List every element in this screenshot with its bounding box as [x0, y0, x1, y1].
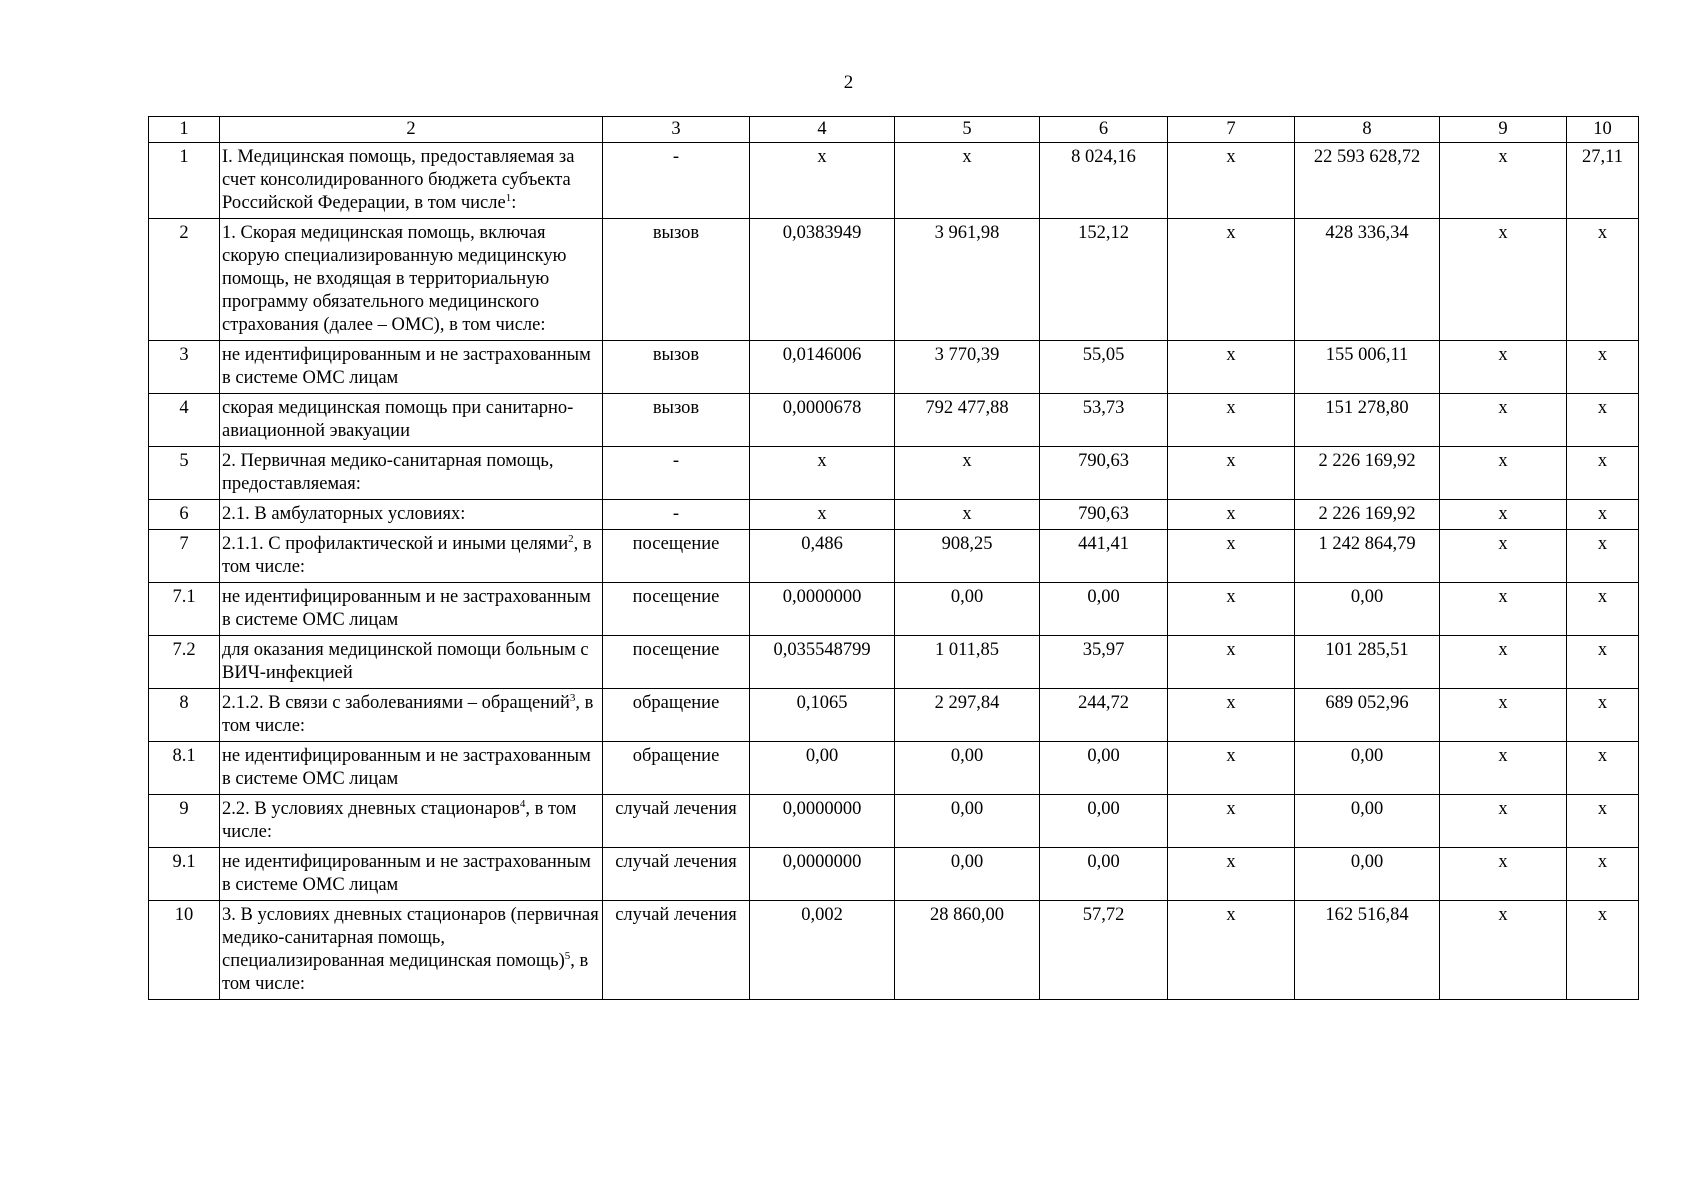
cost-norm-cell: 2 297,84	[895, 689, 1040, 742]
indicator-name-suffix: , в том числе:	[222, 534, 592, 577]
row-number-cell: 8.1	[149, 742, 220, 795]
share-percent-cell: х	[1567, 530, 1639, 583]
row-number-cell: 1	[149, 143, 220, 219]
volume-norm-cell: 0,00	[750, 742, 895, 795]
share-percent-cell: х	[1567, 848, 1639, 901]
oms-total-cell: х	[1440, 742, 1567, 795]
per-capita-budget-cell: 0,00	[1040, 583, 1168, 636]
table-row	[149, 583, 1639, 636]
unit-cell: посещение	[603, 636, 750, 689]
oms-total-cell: х	[1440, 447, 1567, 500]
table-row	[149, 219, 1639, 341]
per-capita-oms-cell: х	[1168, 795, 1295, 848]
share-percent-cell: х	[1567, 795, 1639, 848]
indicator-name-cell	[220, 143, 603, 219]
indicator-name-text: 1. Скорая медицинская помощь, включая скорую специализированную медицинскую помощь, не входящая в территориальную программу обязательного медицинского страхования (далее – ОМС), в том числе:	[222, 223, 567, 335]
oms-total-cell: х	[1440, 530, 1567, 583]
per-capita-budget-cell: 0,00	[1040, 742, 1168, 795]
indicator-name-suffix: , в том числе:	[222, 693, 594, 736]
volume-norm-cell: 0,0000000	[750, 583, 895, 636]
per-capita-oms-cell: х	[1168, 636, 1295, 689]
table-row	[149, 795, 1639, 848]
row-number-cell: 2	[149, 219, 220, 341]
table-row	[149, 394, 1639, 447]
per-capita-budget-cell: 790,63	[1040, 447, 1168, 500]
share-percent-cell: х	[1567, 689, 1639, 742]
column-number-header-row	[149, 117, 1639, 143]
table-row	[149, 447, 1639, 500]
indicator-name-cell	[220, 636, 603, 689]
indicator-name-text: 3. В условиях дневных стационаров (первичная медико-санитарная помощь, специализированная медицинская помощь)	[222, 905, 599, 971]
cost-norm-cell: 3 961,98	[895, 219, 1040, 341]
share-percent-cell: х	[1567, 447, 1639, 500]
indicator-name-text: 2.1.1. С профилактической и иными целями	[222, 534, 569, 554]
indicator-name-cell	[220, 795, 603, 848]
per-capita-budget-cell: 55,05	[1040, 341, 1168, 394]
share-percent-cell: х	[1567, 219, 1639, 341]
per-capita-oms-cell: х	[1168, 901, 1295, 1000]
column-header: 10	[1567, 117, 1639, 143]
row-number-cell: 6	[149, 500, 220, 530]
oms-total-cell: х	[1440, 848, 1567, 901]
indicator-name-text: I. Медицинская помощь, предоставляемая за счет консолидированного бюджета субъекта Российской Федерации, в том числе	[222, 147, 575, 213]
indicator-name-cell	[220, 500, 603, 530]
indicator-name-text: 2.1. В амбулаторных условиях:	[222, 504, 466, 524]
volume-norm-cell: 0,035548799	[750, 636, 895, 689]
unit-cell: обращение	[603, 742, 750, 795]
indicator-name-cell	[220, 901, 603, 1000]
share-percent-cell: х	[1567, 583, 1639, 636]
indicator-name-cell	[220, 219, 603, 341]
unit-cell: -	[603, 500, 750, 530]
oms-total-cell: х	[1440, 394, 1567, 447]
share-percent-cell: х	[1567, 341, 1639, 394]
cost-norm-cell: 28 860,00	[895, 901, 1040, 1000]
column-header: 2	[220, 117, 603, 143]
row-number-cell: 8	[149, 689, 220, 742]
indicator-name-text: 2.1.2. В связи с заболеваниями – обращений	[222, 693, 570, 713]
per-capita-budget-cell: 244,72	[1040, 689, 1168, 742]
column-header: 8	[1295, 117, 1440, 143]
per-capita-oms-cell: х	[1168, 583, 1295, 636]
per-capita-budget-cell: 0,00	[1040, 795, 1168, 848]
volume-norm-cell: 0,0000678	[750, 394, 895, 447]
footnote-marker: 4	[519, 798, 526, 810]
footnote-marker: 5	[564, 950, 571, 962]
oms-total-cell: х	[1440, 636, 1567, 689]
column-header: 9	[1440, 117, 1567, 143]
volume-norm-cell: 0,002	[750, 901, 895, 1000]
unit-cell: вызов	[603, 219, 750, 341]
volume-norm-cell: х	[750, 447, 895, 500]
indicator-name-text: скорая медицинская помощь при санитарно-авиационной эвакуации	[222, 398, 574, 441]
indicator-name-cell	[220, 341, 603, 394]
unit-cell: посещение	[603, 530, 750, 583]
volume-norm-cell: х	[750, 500, 895, 530]
budget-total-cell: 428 336,34	[1295, 219, 1440, 341]
oms-total-cell: х	[1440, 500, 1567, 530]
cost-norm-cell: 908,25	[895, 530, 1040, 583]
budget-total-cell: 22 593 628,72	[1295, 143, 1440, 219]
per-capita-oms-cell: х	[1168, 848, 1295, 901]
table-row	[149, 742, 1639, 795]
volume-norm-cell: 0,0383949	[750, 219, 895, 341]
per-capita-budget-cell: 0,00	[1040, 848, 1168, 901]
table-row	[149, 143, 1639, 219]
budget-total-cell: 0,00	[1295, 583, 1440, 636]
footnote-marker: 2	[568, 533, 574, 545]
budget-total-cell: 2 226 169,92	[1295, 500, 1440, 530]
cost-norm-cell: 0,00	[895, 848, 1040, 901]
cost-norm-cell: х	[895, 143, 1040, 219]
page-number: 2	[843, 72, 854, 93]
volume-norm-cell: 0,0000000	[750, 795, 895, 848]
indicator-name-text: не идентифицированным и не застрахованным в системе ОМС лицам	[222, 587, 591, 630]
budget-total-cell: 0,00	[1295, 848, 1440, 901]
indicator-name-suffix: , в том числе:	[222, 951, 589, 994]
budget-total-cell: 101 285,51	[1295, 636, 1440, 689]
unit-cell: случай лечения	[603, 795, 750, 848]
volume-norm-cell: 0,0000000	[750, 848, 895, 901]
indicator-name-suffix: , в том числе:	[222, 799, 577, 842]
indicator-name-cell	[220, 447, 603, 500]
per-capita-oms-cell: х	[1168, 689, 1295, 742]
budget-total-cell: 155 006,11	[1295, 341, 1440, 394]
indicator-name-suffix: :	[511, 193, 517, 213]
share-percent-cell: х	[1567, 636, 1639, 689]
footnote-marker: 3	[569, 692, 576, 704]
share-percent-cell: х	[1567, 742, 1639, 795]
indicator-name-text: 2.2. В условиях дневных стационаров	[222, 799, 520, 819]
unit-cell: вызов	[603, 341, 750, 394]
unit-cell: случай лечения	[603, 901, 750, 1000]
row-number-cell: 4	[149, 394, 220, 447]
row-number-cell: 7	[149, 530, 220, 583]
per-capita-budget-cell: 8 024,16	[1040, 143, 1168, 219]
per-capita-budget-cell: 790,63	[1040, 500, 1168, 530]
oms-total-cell: х	[1440, 689, 1567, 742]
table-row	[149, 901, 1639, 1000]
budget-total-cell: 151 278,80	[1295, 394, 1440, 447]
per-capita-oms-cell: х	[1168, 530, 1295, 583]
indicator-name-cell	[220, 530, 603, 583]
cost-norm-cell: х	[895, 500, 1040, 530]
indicator-name-cell	[220, 583, 603, 636]
per-capita-oms-cell: х	[1168, 143, 1295, 219]
budget-total-cell: 0,00	[1295, 795, 1440, 848]
row-number-cell: 7.1	[149, 583, 220, 636]
indicator-name-text: не идентифицированным и не застрахованным в системе ОМС лицам	[222, 345, 591, 388]
row-number-cell: 3	[149, 341, 220, 394]
table-row	[149, 689, 1639, 742]
indicator-name-cell	[220, 394, 603, 447]
share-percent-cell: х	[1567, 901, 1639, 1000]
oms-total-cell: х	[1440, 901, 1567, 1000]
unit-cell: -	[603, 143, 750, 219]
volume-norm-cell: 0,486	[750, 530, 895, 583]
volume-norm-cell: х	[750, 143, 895, 219]
column-header: 1	[149, 117, 220, 143]
unit-cell: -	[603, 447, 750, 500]
row-number-cell: 5	[149, 447, 220, 500]
budget-total-cell: 162 516,84	[1295, 901, 1440, 1000]
per-capita-budget-cell: 57,72	[1040, 901, 1168, 1000]
unit-cell: вызов	[603, 394, 750, 447]
share-percent-cell: х	[1567, 500, 1639, 530]
table-row	[149, 341, 1639, 394]
cost-norm-cell: 3 770,39	[895, 341, 1040, 394]
table-row	[149, 500, 1639, 530]
table-row	[149, 636, 1639, 689]
indicator-name-cell	[220, 742, 603, 795]
per-capita-oms-cell: х	[1168, 500, 1295, 530]
indicator-name-text: для оказания медицинской помощи больным с ВИЧ-инфекцией	[222, 640, 589, 683]
oms-total-cell: х	[1440, 219, 1567, 341]
cost-norm-cell: 1 011,85	[895, 636, 1040, 689]
column-header: 7	[1168, 117, 1295, 143]
row-number-cell: 10	[149, 901, 220, 1000]
cost-norm-cell: 0,00	[895, 742, 1040, 795]
unit-cell: случай лечения	[603, 848, 750, 901]
row-number-cell: 9.1	[149, 848, 220, 901]
row-number-cell: 9	[149, 795, 220, 848]
row-number-cell: 7.2	[149, 636, 220, 689]
indicator-name-cell	[220, 689, 603, 742]
share-percent-cell: 27,11	[1567, 143, 1639, 219]
unit-cell: посещение	[603, 583, 750, 636]
cost-norm-cell: х	[895, 447, 1040, 500]
per-capita-oms-cell: х	[1168, 447, 1295, 500]
table-row	[149, 530, 1639, 583]
oms-total-cell: х	[1440, 341, 1567, 394]
budget-total-cell: 2 226 169,92	[1295, 447, 1440, 500]
per-capita-budget-cell: 53,73	[1040, 394, 1168, 447]
budget-total-cell: 0,00	[1295, 742, 1440, 795]
unit-cell: обращение	[603, 689, 750, 742]
cost-norm-cell: 0,00	[895, 795, 1040, 848]
per-capita-oms-cell: х	[1168, 742, 1295, 795]
column-header: 4	[750, 117, 895, 143]
indicator-name-text: 2. Первичная медико-санитарная помощь, предоставляемая:	[222, 451, 554, 494]
column-header: 3	[603, 117, 750, 143]
volume-norm-cell: 0,0146006	[750, 341, 895, 394]
table-row	[149, 848, 1639, 901]
volume-norm-cell: 0,1065	[750, 689, 895, 742]
cost-norm-cell: 0,00	[895, 583, 1040, 636]
per-capita-budget-cell: 152,12	[1040, 219, 1168, 341]
column-header: 5	[895, 117, 1040, 143]
per-capita-oms-cell: х	[1168, 394, 1295, 447]
per-capita-budget-cell: 35,97	[1040, 636, 1168, 689]
share-percent-cell: х	[1567, 394, 1639, 447]
indicator-name-text: не идентифицированным и не застрахованным в системе ОМС лицам	[222, 746, 591, 789]
budget-total-cell: 689 052,96	[1295, 689, 1440, 742]
cost-norm-cell: 792 477,88	[895, 394, 1040, 447]
footnote-marker: 1	[505, 192, 512, 204]
budget-total-cell: 1 242 864,79	[1295, 530, 1440, 583]
indicator-name-text: не идентифицированным и не застрахованным в системе ОМС лицам	[222, 852, 591, 895]
indicator-name-cell	[220, 848, 603, 901]
oms-total-cell: х	[1440, 143, 1567, 219]
medical-care-table	[148, 116, 1639, 1000]
oms-total-cell: х	[1440, 795, 1567, 848]
per-capita-budget-cell: 441,41	[1040, 530, 1168, 583]
oms-total-cell: х	[1440, 583, 1567, 636]
per-capita-oms-cell: х	[1168, 341, 1295, 394]
column-header: 6	[1040, 117, 1168, 143]
per-capita-oms-cell: х	[1168, 219, 1295, 341]
